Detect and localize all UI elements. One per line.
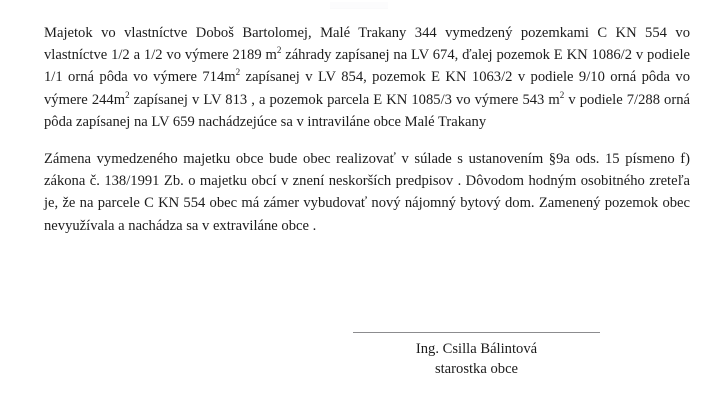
paragraph-spacer (44, 133, 690, 148)
signature-line (353, 332, 600, 333)
paragraph-legal-justification: Zámena vymedzeného majetku obce bude obec realizovať v súlade s ustanovením §9a ods. 15 písmeno f) zákona č. 138/1991 Zb. o majetku obcí v znení neskorších predpisov . Dôvodom hodným osobitného zreteľa je, že na parcele C KN 554 obec má zámer vybudovať nový nájomný bytový dom. Zamenený pozemok obec nevyužívala a nachádza sa v extraviláne obce . (44, 151, 690, 234)
signatory-name: Ing. Csilla Bálintová (415, 341, 538, 357)
signature-block (353, 332, 600, 379)
paragraph-property-description: Majetok vo vlastníctve Doboš Bartolomej, Malé Trakany 344 vymedzený pozemkami C KN 554 vo vlastníctve 1/2 a 1/2 vo výmere 2189 $m^2$ záhrady zapísanej na LV 674, ďalej pozemok E KN 1086/2 v podiele 1/1 orná pôda vo výmere $714m^2$ zapísanej v LV 854, pozemok E KN 1063/2 v podiele 9/10 orná pôda vo výmere $244m^2$ zapísanej v LV 813 , a pozemok parcela E KN 1085/3 vo výmere 543 $m^2$ v podiele 7/288 orná pôda zapísanej na LV 659 nachádzejúce sa v intraviláne obce Malé Trakany (44, 25, 690, 130)
signatory-role: starostka obce (434, 361, 519, 377)
